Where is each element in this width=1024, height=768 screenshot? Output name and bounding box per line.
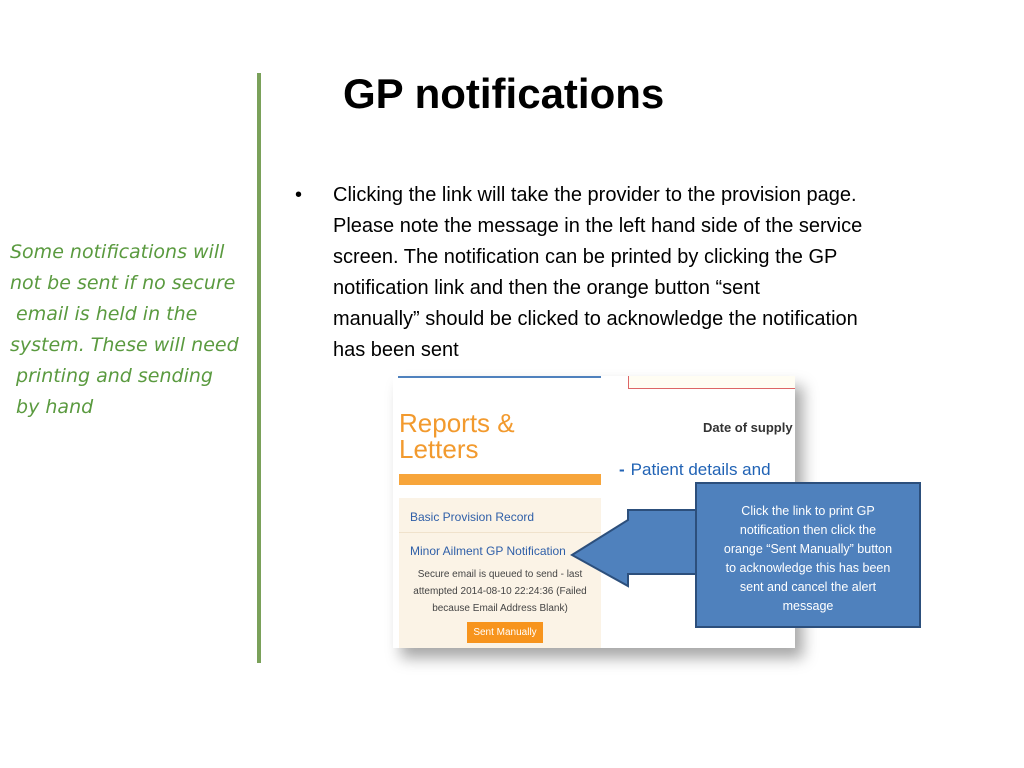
bullet-line: has been sent [333, 339, 459, 361]
sidebar-note-line: Some notifications will [10, 241, 225, 263]
sidebar-note-line: email is held in the [10, 303, 198, 325]
callout-arrow-icon [570, 480, 700, 590]
heading-line: Reports & [399, 408, 515, 438]
sidebar-note-line: by hand [10, 396, 94, 418]
patient-details-section[interactable] [619, 460, 771, 480]
sent-manually-button[interactable]: Sent Manually [467, 622, 543, 643]
vertical-divider [257, 73, 261, 663]
top-alert-box [628, 376, 795, 389]
bullet-line: manually” should be clicked to acknowledge the notification [333, 308, 858, 330]
bullet-line: Please note the message in the left hand side of the service [333, 215, 863, 237]
status-line: Secure email is queued to send - last [417, 569, 583, 580]
bullet-line: screen. The notification can be printed by clicking the GP [333, 246, 838, 268]
gp-notification-link[interactable]: Minor Ailment GP Notification [410, 544, 566, 558]
email-status-message [403, 566, 597, 617]
top-nav-bar [398, 376, 601, 378]
patient-details-label: Patient details and [630, 460, 771, 479]
callout-line: Click the link to print GP [741, 504, 875, 518]
bullet-line: Clicking the link will take the provider to the provision page. [333, 184, 857, 206]
sidebar-note [10, 237, 255, 423]
status-line: because Email Address Blank) [432, 603, 568, 614]
collapse-icon[interactable]: - [619, 460, 625, 479]
bullet-icon: • [295, 184, 303, 206]
status-line: attempted 2014-08-10 22:24:36 (Failed [413, 586, 587, 597]
callout-line: message [782, 599, 834, 613]
basic-provision-record-link[interactable]: Basic Provision Record [410, 510, 535, 524]
heading-line: Letters [399, 434, 479, 464]
callout-line: orange “Sent Manually” button [723, 542, 893, 556]
sidebar-note-line: printing and sending [10, 365, 213, 387]
callout-line: notification then click the [739, 523, 877, 537]
callout-box [695, 482, 921, 628]
callout-line: sent and cancel the alert [739, 580, 877, 594]
date-of-supply-label: Date of supply [703, 420, 793, 435]
callout-line: to acknowledge this has been [725, 561, 891, 575]
sidebar-note-line: system. These will need [10, 334, 239, 356]
reports-letters-heading [399, 410, 515, 462]
sidebar-note-line: not be sent if no secure [10, 272, 236, 294]
bullet-text [333, 180, 973, 366]
slide-title: GP notifications [343, 70, 665, 117]
bullet-line: notification link and then the orange button “sent [333, 277, 760, 299]
